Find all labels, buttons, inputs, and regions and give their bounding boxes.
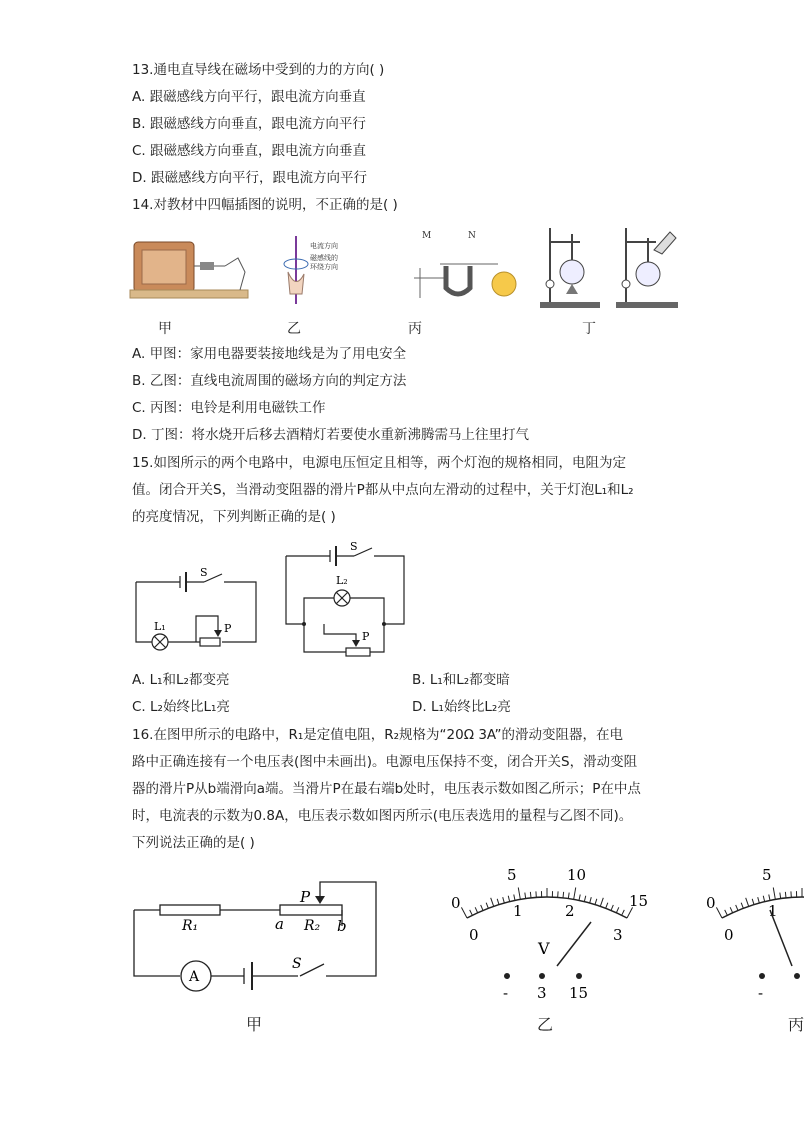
meter-tick (595, 899, 597, 905)
q16-yi-bottom-2: 2 (565, 902, 575, 920)
q14-yi-field-line-2: 环绕方向 (310, 263, 338, 271)
meter-tick (746, 898, 749, 906)
q15-circuit-left (130, 562, 265, 654)
q14-option-b: B. 乙图：直线电流周围的磁场方向的判定方法 (132, 373, 407, 389)
meter-tick (769, 894, 770, 900)
q15-option-a: A. L₁和L₂都变亮 (132, 672, 230, 688)
q14-bing-n: N (468, 231, 476, 241)
meter-tick (741, 903, 743, 909)
q15-stem-line-3: 的亮度情况，下列判断正确的是( ) (132, 509, 336, 525)
q16-jia-p: P (300, 888, 311, 906)
q16-circuit-jia (128, 876, 383, 996)
meter-tick (606, 903, 608, 909)
q16-meter-yi (445, 862, 655, 1004)
q15-left-s: S (200, 566, 208, 579)
q16-bing-bottom-0: 0 (724, 926, 734, 944)
q13-option-c: C. 跟磁感线方向垂直，跟电流方向垂直 (132, 143, 367, 159)
meter-tick (503, 897, 505, 903)
q15-stem-line-1: 15.如图所示的两个电路中，电源电压恒定且相等，两个灯泡的规格相同，电阻为定 (132, 455, 626, 471)
q16-stem-line-4: 时，电流表的示数为0.8A，电压表示数如图丙所示(电压表选用的量程与乙图不同)。 (132, 808, 633, 824)
meter-tick (461, 907, 467, 918)
meter-tick (525, 893, 526, 899)
meter-tick (574, 888, 576, 900)
q16-yi-terminal-15: 15 (569, 984, 589, 1002)
meter-tick (530, 892, 531, 898)
meter-tick (736, 905, 738, 911)
meter-tick (579, 894, 580, 900)
q16-fig-label-yi: 乙 (537, 1015, 554, 1034)
q16-bing-terminal-neg: - (758, 984, 764, 1002)
meter-tick (486, 903, 488, 909)
q14-yi-current-dir: 电流方向 (310, 242, 338, 250)
meter-tick (752, 899, 754, 905)
q16-fig-label-jia: 甲 (246, 1015, 263, 1034)
q14-fig-label-bing: 丙 (408, 321, 422, 337)
q16-yi-top-0: 0 (451, 894, 461, 912)
q16-jia-ammeter: A (189, 969, 200, 985)
meter-tick (497, 899, 499, 905)
q16-yi-top-5: 5 (507, 866, 517, 884)
meter-tick (773, 888, 775, 900)
meter-tick (616, 907, 618, 912)
q14-option-d: D. 丁图：将水烧开后移去酒精灯若要使水重新沸腾需马上往里打气 (132, 427, 529, 443)
meter-tick (730, 907, 732, 912)
q14-option-a: A. 甲图：家用电器要装接地线是为了用电安全 (132, 346, 407, 362)
meter-tick (508, 896, 509, 902)
q13-option-a: A. 跟磁感线方向平行，跟电流方向垂直 (132, 89, 366, 105)
meter-tick (780, 893, 781, 899)
q16-bing-bottom-1: 1 (768, 902, 778, 920)
q15-right-s: S (350, 540, 358, 553)
q14-option-c: C. 丙图：电铃是利用电磁铁工作 (132, 400, 326, 416)
q14-fig-yi (280, 234, 380, 306)
q16-stem-line-3: 器的滑片P从b端滑向a端。当滑片P在最右端b处时，电压表示数如图乙所示；P在中点 (132, 781, 641, 797)
meter-tick (481, 905, 483, 911)
q16-yi-bottom-1: 1 (513, 902, 523, 920)
meter-tick (568, 893, 569, 899)
q16-bing-top-0: 0 (706, 894, 716, 912)
q13-stem: 13.通电直导线在磁场中受到的力的方向( ) (132, 62, 385, 78)
meter-tick (470, 910, 473, 915)
meter-tick (518, 888, 520, 900)
q16-bing-needle (770, 910, 792, 966)
q16-fig-label-bing: 丙 (788, 1015, 804, 1034)
q15-right-p: P (362, 630, 370, 643)
meter-tick (611, 905, 613, 911)
meter-tick (600, 898, 603, 906)
q15-option-d: D. L₁始终比L₂亮 (412, 699, 511, 715)
meter-tick (763, 896, 764, 902)
q15-option-b: B. L₁和L₂都变暗 (412, 672, 510, 688)
q16-yi-unit: V (538, 939, 550, 958)
q14-fig-ding (538, 224, 688, 312)
q13-option-d: D. 跟磁感线方向平行，跟电流方向平行 (132, 170, 367, 186)
q15-stem-line-2: 值。闭合开关S，当滑动变阻器的滑片P都从中点向左滑动的过程中，关于灯泡L₁和L₂ (132, 482, 634, 498)
q16-meter-bing (700, 862, 794, 1004)
q15-option-c: C. L₂始终比L₁亮 (132, 699, 230, 715)
q16-yi-bottom-3: 3 (613, 926, 623, 944)
meter-tick (563, 892, 564, 898)
q14-bing-m: M (422, 231, 432, 241)
q16-yi-top-10: 10 (567, 866, 587, 884)
q15-right-l2: L₂ (336, 574, 348, 587)
meter-tick (758, 897, 760, 903)
meter-tick (584, 896, 585, 902)
q16-stem-line-2: 路中正确连接有一个电压表(图中未画出)。电源电压保持不变，闭合开关S，滑动变阻 (132, 754, 638, 770)
q16-yi-terminal-3: 3 (537, 984, 547, 1002)
q16-jia-a: a (275, 915, 284, 933)
q16-yi-terminal-neg: - (503, 984, 509, 1002)
meter-tick (785, 892, 786, 898)
meter-tick (491, 898, 494, 906)
meter-tick (475, 907, 477, 912)
q16-yi-top-15: 15 (629, 892, 649, 910)
meter-tick (725, 910, 728, 915)
q14-stem: 14.对教材中四幅插图的说明，不正确的是( ) (132, 197, 398, 213)
q14-fig-jia (130, 232, 260, 307)
q16-yi-needle (557, 922, 591, 966)
q14-yi-field-line-1: 磁感线的 (310, 254, 338, 262)
q15-circuit-right (280, 540, 410, 662)
q14-fig-bing (400, 226, 530, 310)
q15-left-p: P (224, 622, 232, 635)
q16-jia-b: b (337, 917, 347, 935)
q16-jia-s: S (292, 956, 302, 972)
q14-fig-label-jia: 甲 (158, 321, 172, 337)
q16-jia-r2: R₂ (304, 918, 321, 934)
q16-stem-line-5: 下列说法正确的是( ) (132, 835, 255, 851)
q15-left-l1: L₁ (154, 620, 166, 633)
meter-tick (590, 897, 592, 903)
q16-bing-top-5: 5 (762, 866, 772, 884)
meter-tick (514, 894, 515, 900)
q16-stem-line-1: 16.在图甲所示的电路中，R₁是定值电阻，R₂规格为“20Ω 3A”的滑动变阻器，在电 (132, 727, 623, 743)
meter-tick (622, 910, 625, 915)
q16-jia-r1: R₁ (182, 918, 199, 934)
q14-fig-label-yi: 乙 (287, 321, 301, 337)
q16-yi-bottom-0: 0 (469, 926, 479, 944)
q13-option-b: B. 跟磁感线方向垂直，跟电流方向平行 (132, 116, 366, 132)
meter-tick (716, 907, 722, 918)
q14-fig-label-ding: 丁 (582, 321, 596, 337)
